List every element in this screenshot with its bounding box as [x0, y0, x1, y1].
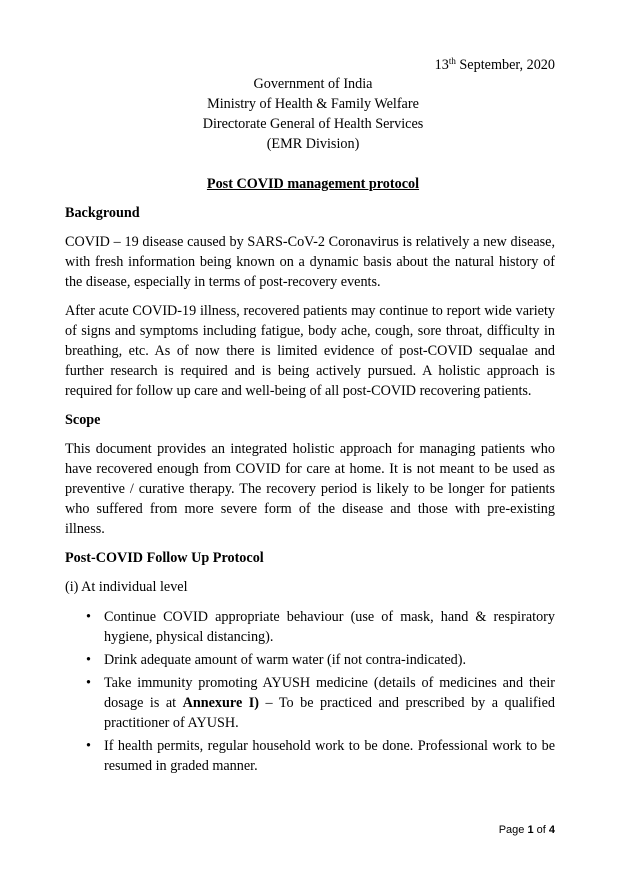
- background-paragraph: After acute COVID-19 illness, recovered patients may continue to report wide variety of signs and symptoms including fatigue, body ache, cough, sore throat, difficulty in breathing, etc. As of now there is limited evidence of post-COVID sequalae and further research is required and is being actively pursued. A holistic approach is required for follow up care and well-being of all post-COVID recovering patients.: [65, 303, 555, 399]
- list-item-text: Drink adequate amount of warm water (if not contra-indicated).: [104, 652, 467, 668]
- date-day: 13: [434, 57, 449, 73]
- bullet-icon: •: [86, 652, 91, 668]
- letterhead-line: Directorate General of Health Services: [202, 116, 424, 132]
- document-title: Post COVID management protocol: [206, 176, 420, 192]
- bullet-icon: •: [86, 738, 91, 754]
- bullet-icon: •: [86, 675, 91, 691]
- list-item: [65, 650, 555, 670]
- document-body: [65, 203, 555, 779]
- list-item: [65, 673, 555, 733]
- list-item-text: Continue COVID appropriate behaviour (use of mask, hand & respiratory hygiene, physical distancing).: [104, 609, 555, 645]
- scope-paragraph: This document provides an integrated holistic approach for managing patients who have recovered enough from COVID for care at home. It is not meant to be used as preventive / curative therapy. The recovery period is likely to be longer for patients who suffered from more severe form of the disease and those with pre-existing illness.: [65, 441, 555, 537]
- background-heading: Background: [65, 205, 140, 221]
- page-number: [499, 820, 555, 840]
- protocol-list: [65, 607, 555, 776]
- date-rest: September, 2020: [455, 57, 555, 73]
- current-page: 1: [527, 824, 534, 836]
- date-suffix: th: [448, 56, 456, 66]
- letterhead: [0, 74, 626, 154]
- list-item-text: If health permits, regular household work to be done. Professional work to be resumed in graded manner.: [104, 738, 555, 774]
- of-word: of: [533, 824, 549, 836]
- scope-heading: Scope: [65, 412, 101, 428]
- list-item-text: Take immunity promoting AYUSH medicine (details of medicines and their dosage is at: [104, 675, 555, 711]
- letterhead-line: Ministry of Health & Family Welfare: [207, 96, 419, 112]
- protocol-subheading: (i) At individual level: [65, 579, 188, 595]
- list-item: [65, 736, 555, 776]
- protocol-heading: Post-COVID Follow Up Protocol: [65, 550, 264, 566]
- letterhead-line: (EMR Division): [266, 136, 360, 152]
- annexure-reference: Annexure I): [182, 695, 260, 711]
- letterhead-line: Government of India: [253, 76, 373, 92]
- total-pages: 4: [548, 824, 555, 836]
- list-item-text: – To be practiced and prescribed by a qualified practitioner of AYUSH.: [104, 695, 555, 731]
- bullet-icon: •: [86, 609, 91, 625]
- page-word: Page: [498, 824, 528, 836]
- background-paragraph: COVID – 19 disease caused by SARS-CoV-2 Coronavirus is relatively a new disease, with fresh information being known on a dynamic basis about the natural history of the disease, especially in terms of post-recovery events.: [65, 234, 555, 290]
- list-item: [65, 607, 555, 647]
- document-date: [435, 55, 555, 75]
